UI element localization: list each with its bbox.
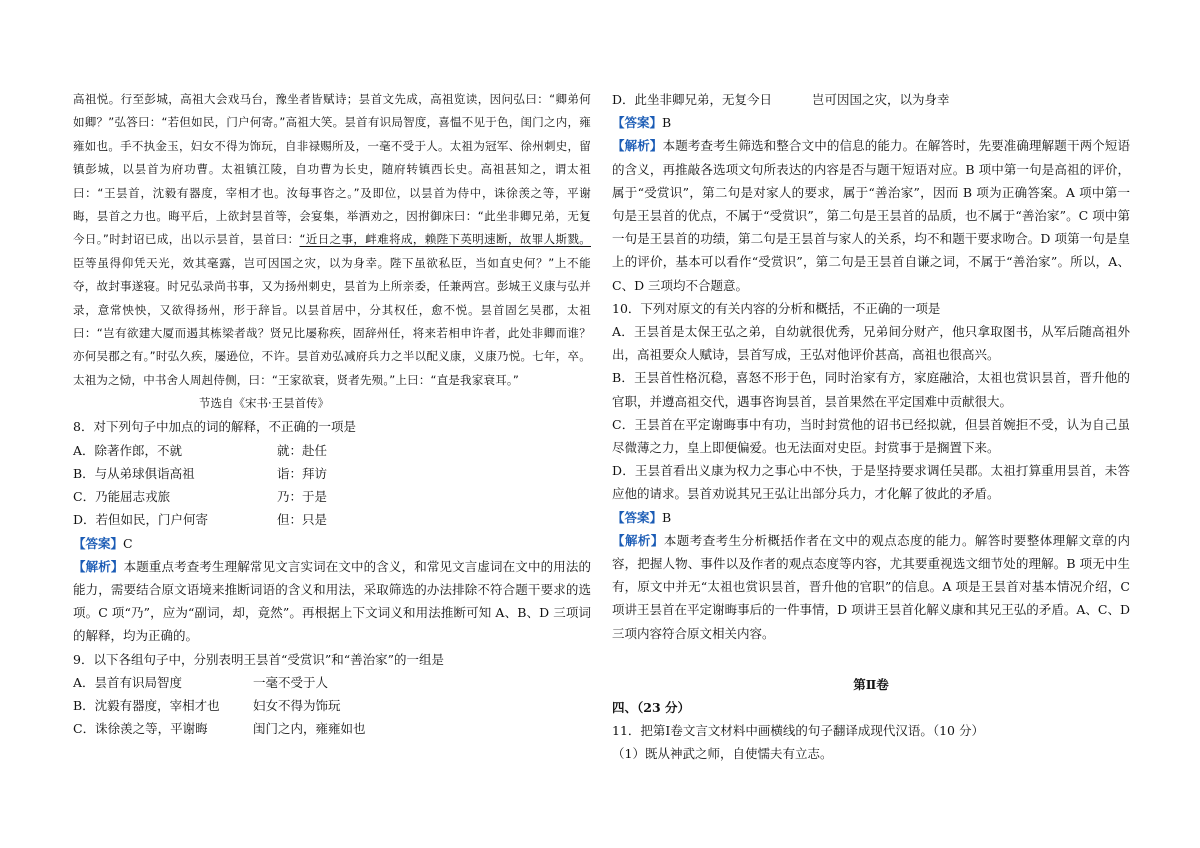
q9-option-a: A．昙首有识局智度 一毫不受于人 — [73, 674, 329, 690]
passage-source: 节选自《宋书·王昙首传》 — [199, 396, 330, 411]
q10-analysis: 【解析】本题考查考生分析概括作者在文中的观点态度的能力。解答时要整体理解文章的内容，把握人物、事件以及作者的观点态度等内容，尤其要重视选文细节处的理解。B 项无中生有，原文中并无“太祖也赏识昙首，晋升他的官职”的信息。A 项是王昙首对基本情况介绍，C 项讲王昙首在平定谢晦事后的一件事情，D 项讲王昙首化解义康和其兄王弘的矛盾。A、C、D 三项内容符合原文相关内容。 — [612, 532, 1130, 641]
section-four-heading: 四、（23 分） — [612, 700, 690, 716]
q9-analysis: 【解析】本题考查考生筛选和整合文中的信息的能力。在解答时，先要准确理解题干两个短语的含义，再推敲各选项文句所表达的内容是否与题干短语对应。B 项中第一句是高祖的评价，属于“受赏识”，第二句是对家人的要求，属于“善治家”，因而 B 项为正确答案。A 项中第一句是王昙首的优点，不属于“受赏识”，第二句是王昙首的品质，也不属于“善治家”。C 项中第一句是王昙首的功绩，第二句是王昙首与家人的关系，均不和题干要求吻合。D 项第一句是皇上的评价，基本可以看作“受赏识”，第二句是王昙首自谦之词，不属于“善治家”。所以，A、C、D 三项均不合题意。 — [612, 138, 1130, 293]
q9-option-b: B．沈毅有器度，宰相才也 妇女不得为饰玩 — [73, 697, 341, 713]
q10-stem: 10．下列对原文的有关内容的分析和概括，不正确的一项是 — [612, 300, 941, 316]
q8-option-a: A．除著作郎，不就 就：赴任 — [73, 442, 328, 458]
q10-answer: 【答案】B — [612, 509, 672, 525]
left-column — [73, 88, 591, 740]
q10-option-d: D．王昙首看出义康为权力之事心中不快，于是坚持要求调任吴郡。太祖打算重用昙首，未答应他的请求。昙首劝说其兄王弘让出部分兵力，才化解了彼此的矛盾。 — [612, 463, 1130, 502]
q11-subquestion-1: （1）既从神武之师，自使懦夫有立志。 — [612, 746, 833, 762]
q8-answer: 【答案】C — [73, 535, 133, 551]
q10-option-a: A．王昙首是太保王弘之弟，自幼就很优秀，兄弟间分财产，他只拿取图书，从军后随高祖外出，高祖要众人赋诗，昙首写成，王弘对他评价甚高，高祖也很高兴。 — [612, 324, 1130, 363]
q8-option-d: D．若但如民，门户何寄 但：只是 — [73, 512, 328, 528]
q9-option-c: C．诛徐羡之等，平谢晦 闺门之内，雍雍如也 — [73, 721, 366, 737]
passage-text-2: 臣等虽得仰凭天光，效其毫露，岂可因国之灾，以为身幸。陛下虽欲私臣，当如直史何？”上不能夺，故封事遂寝。时兄弘录尚书事，又为扬州刺史，昙首为上所亲委，任兼两宫。彭城王义康与弘并录，意常怏怏，又欲得扬州，形于辞旨。以昙首居中，分其权任，愈不悦。昙首固乞吴郡，太祖曰：“岂有欲建大厦而遏其栋梁者哉？贤兄比屡称疾，固辞州任，将来若相申许者，此处非卿而谁？亦何吴郡之有。”时弘久疾，屡逊位，不许。昙首劝弘减府兵力之半以配义康，义康乃悦。七年，卒。太祖为之恸，中书舍人周赳侍侧，曰：“王家欲衰，贤者先殒。”上曰：“直是我家衰耳。” — [73, 255, 591, 387]
q10-option-b: B．王昙首性格沉稳，喜怒不形于色，同时治家有方，家庭融洽，太祖也赏识昙首，晋升他的官职，并遵高祖交代，遇事咨询昙首，昙首果然在平定国难中贡献很大。 — [612, 370, 1130, 409]
q9-stem: 9．以下各组句子中，分别表明王昙首“受赏识”和“善治家”的一组是 — [73, 651, 445, 667]
q9-answer: 【答案】B — [612, 115, 672, 131]
q8-analysis: 【解析】本题重点考查考生理解常见文言实词在文中的含义，和常见文言虚词在文中的用法的能力，需要结合原文语境来推断词语的含义和用法，采取筛选的办法排除不符合题干要求的选项。C 项“乃”，应为“副词，却，竟然”。再根据上下文词义和用法推断可知 A、B、D 三项词的解释，均为正确的。 — [73, 558, 591, 644]
classical-passage — [73, 88, 591, 392]
part2-title: 第Ⅱ卷 — [853, 676, 889, 692]
q9-option-d: D．此坐非卿兄弟，无复今日 岂可因国之灾，以为身幸 — [612, 92, 950, 107]
q8-option-b: B．与从弟球俱诣高祖 诣：拜访 — [73, 465, 328, 481]
q8-stem: 8．对下列句子中加点的词的解释，不正确的一项是 — [73, 419, 356, 435]
underlined-sentence: “近日之事，衅难将成，赖陛下英明速断，故罪人斯戮。 — [299, 232, 591, 247]
passage-text-1: 高祖悦。行至彭城，高祖大会戏马台，豫坐者皆赋诗；昙首文先成，高祖览读，因问弘曰：“卿弟何如卿？”弘答曰：“若但如民，门户何寄。”高祖大笑。昙首有识局智度，喜愠不见于色，闺门之内，雍雍如也。手不执金玉，妇女不得为饰玩，自非禄赐所及，一毫不受于人。太祖为冠军、徐州刺史，留镇彭城，以昙首为府功曹。太祖镇江陵，自功曹为长史，随府转镇西长史。高祖甚知之，谓太祖曰：“王昙首，沈毅有器度，宰相才也。汝每事咨之。”及即位，以昙首为侍中，诛徐羡之等，平谢晦，昙首之力也。晦平后，上欲封昙首等，会宴集，举酒劝之，因拊御床曰：“此坐非卿兄弟，无复今日。”时封诏已成，出以示昙首，昙首曰： — [73, 92, 591, 247]
q8-option-c: C．乃能屈志戎旅 乃：于是 — [73, 489, 328, 505]
right-column — [612, 88, 1130, 766]
q11-stem: 11．把第Ⅰ卷文言文材料中画横线的句子翻译成现代汉语。（10 分） — [612, 723, 984, 739]
q10-option-c: C．王昙首在平定谢晦事中有功，当时封赏他的诏书已经拟就，但昙首婉拒不受，认为自己虽尽微薄之力，皇上即便偏爱。也无法面对史臣。封赏事于是搁置下来。 — [612, 416, 1130, 456]
